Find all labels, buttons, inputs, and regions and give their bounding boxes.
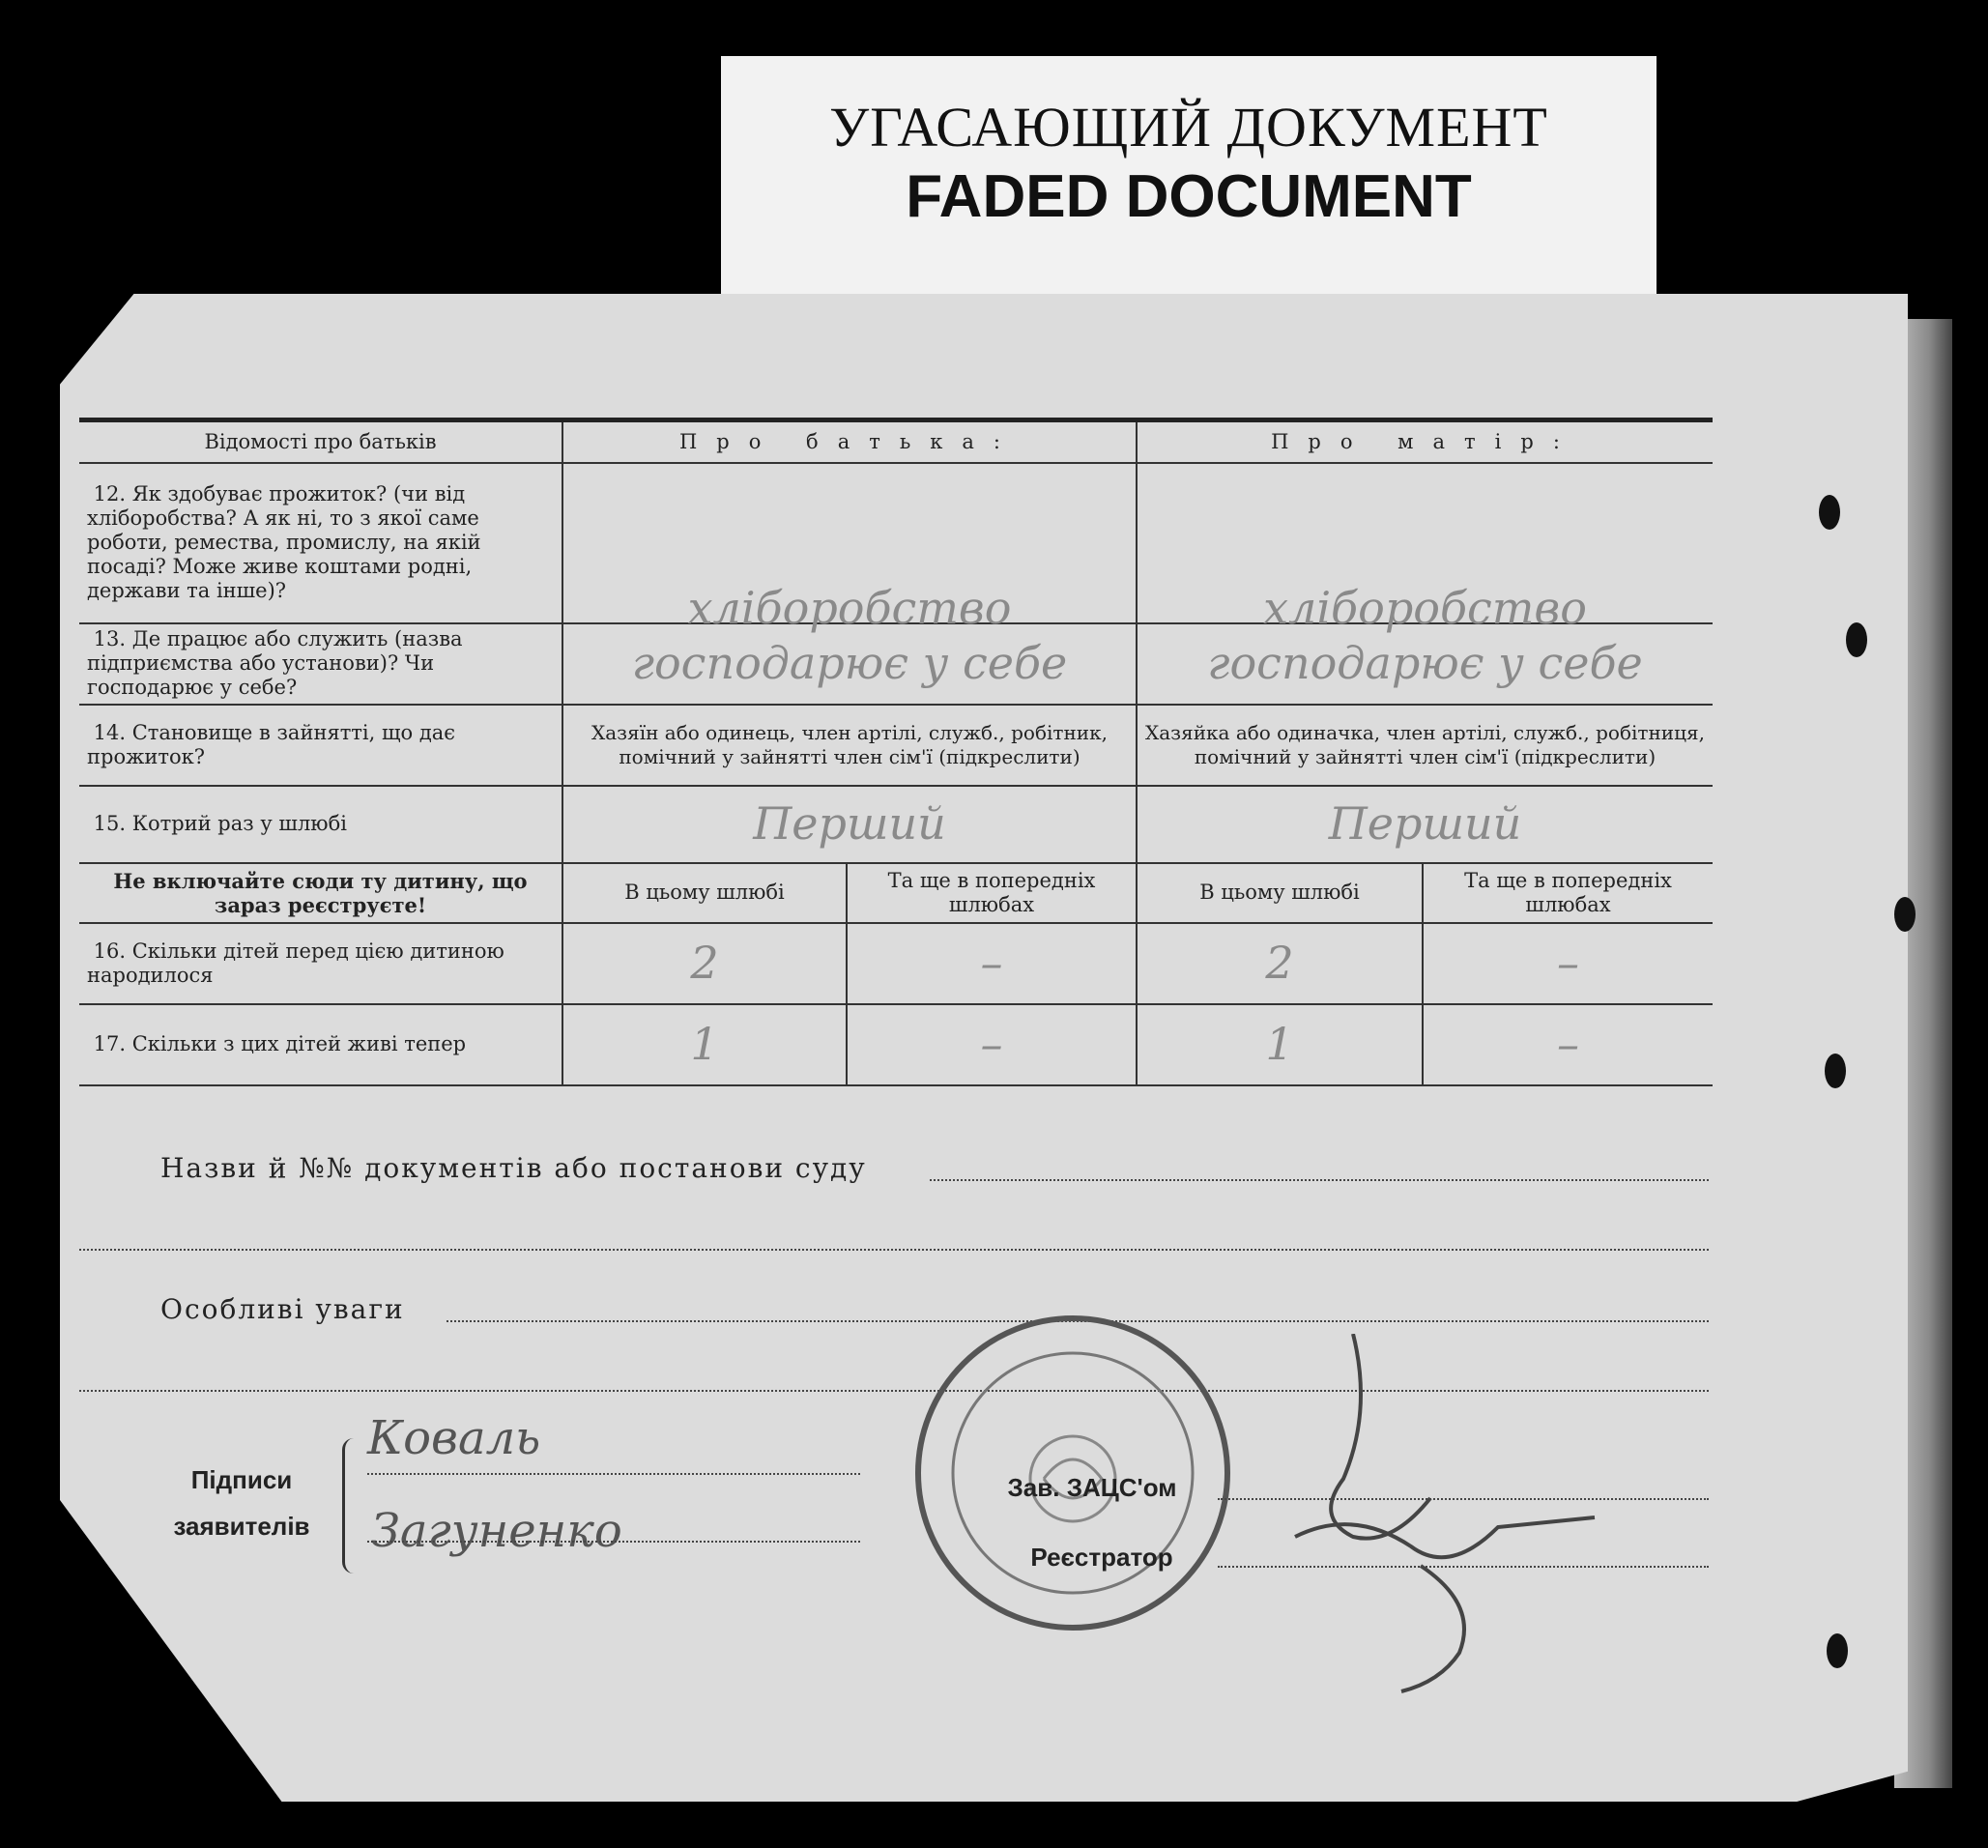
row-number: 14. xyxy=(93,720,126,744)
table-row xyxy=(79,1004,1713,1085)
registrar-label: Реєстратор xyxy=(1030,1543,1173,1572)
mother-answer: Перший xyxy=(1328,797,1522,850)
count-cell: 2 xyxy=(562,923,847,1004)
question-text: Як здобуває прожиток? (чи від хліборобства? А як ні, то з якої саме роботи, ремества, промислу, на якій посаді? Може живе коштами родні, держави та інше)? xyxy=(87,482,481,602)
mother-answer: господарює у себе xyxy=(1207,637,1643,689)
documents-label: Назви й №№ документів або постанови суду xyxy=(160,1152,867,1184)
children-note: Не включайте сюди ту дитину, що зараз реєструєте! xyxy=(79,863,562,923)
row-number: 17. xyxy=(93,1032,126,1055)
punch-hole xyxy=(1825,1054,1846,1088)
head-of-registry-label: Зав. ЗАЦС'ом xyxy=(1007,1473,1177,1502)
applicants-brace xyxy=(342,1438,359,1574)
question-text: Котрий раз у шлюбі xyxy=(131,812,347,835)
row-number: 15. xyxy=(93,812,126,835)
registrar-ink-signature xyxy=(1227,1334,1672,1701)
count-cell: – xyxy=(1557,1018,1579,1070)
mother-occupation-options: Хазяйка або одиначка, член артілі, служб., робітниця, помічний у зайнятті член сім'ї (підкреслити) xyxy=(1145,720,1705,768)
signature-dotted-line xyxy=(367,1541,860,1543)
question-text: Становище в зайнятті, що дає прожиток? xyxy=(87,720,456,768)
faded-document-label xyxy=(721,56,1657,315)
subheader-previous-marriages: Та ще в попередніх шлюбах xyxy=(1464,868,1672,916)
count-cell: – xyxy=(847,1004,1137,1085)
header-mother: Про матір: xyxy=(1271,429,1579,453)
parents-info-table xyxy=(79,418,1713,1086)
count-cell: – xyxy=(1557,937,1579,989)
table-row xyxy=(79,923,1713,1004)
punch-hole xyxy=(1894,897,1916,932)
punch-hole xyxy=(1819,495,1840,530)
documents-dotted-line xyxy=(79,1249,1709,1251)
subheader-previous-marriages: Та ще в попередніх шлюбах xyxy=(847,863,1137,923)
label-title-en: FADED DOCUMENT xyxy=(906,163,1472,230)
table-row xyxy=(79,463,1713,623)
table-row xyxy=(79,623,1713,705)
table-row xyxy=(79,786,1713,863)
father-answer: хліборобство xyxy=(562,463,1137,623)
header-father: Про батька: xyxy=(562,420,1137,463)
count-cell: 1 xyxy=(1137,1004,1423,1085)
subheader-this-marriage: В цьому шлюбі xyxy=(1137,863,1423,923)
table-row xyxy=(79,705,1713,786)
question-text: Скільки з цих дітей живі тепер xyxy=(131,1032,467,1055)
header-parents-info: Відомості про батьків xyxy=(79,420,562,463)
children-subheader-row xyxy=(79,863,1713,923)
punch-hole xyxy=(1827,1633,1848,1668)
row-number: 16. xyxy=(93,938,126,963)
row-number: 12. xyxy=(93,482,126,505)
question-text: Де працює або служить (назва підприємства або установи)? Чи господарює у себе? xyxy=(87,627,463,699)
father-answer: Перший xyxy=(562,786,1137,863)
question-text: Скільки дітей перед цією дитиною народилося xyxy=(87,938,504,987)
father-occupation-options: Хазяїн або одинець, член артілі, служб., робітник, помічний у зайнятті член сім'ї (підкреслити) xyxy=(562,705,1137,786)
remarks-label: Особливі уваги xyxy=(160,1293,405,1325)
punch-hole xyxy=(1846,622,1867,657)
count-cell: 1 xyxy=(562,1004,847,1085)
table-header-row xyxy=(79,420,1713,463)
count-cell: 2 xyxy=(1137,923,1423,1004)
subheader-this-marriage: В цьому шлюбі xyxy=(562,863,847,923)
row-number: 13. xyxy=(93,627,126,650)
applicants-label: заявителів xyxy=(173,1512,310,1541)
applicants-label: Підписи xyxy=(190,1465,293,1494)
applicant-signature: Коваль xyxy=(367,1411,541,1465)
signature-dotted-line xyxy=(367,1473,860,1475)
count-cell: – xyxy=(847,923,1137,1004)
mother-answer: хліборобство xyxy=(1263,581,1587,634)
father-answer: господарює у себе xyxy=(562,623,1137,705)
documents-dotted-line xyxy=(930,1179,1709,1181)
label-title-ru: УГАСАЮЩИЙ ДОКУМЕНТ xyxy=(829,96,1548,159)
applicant-signature: Загуненко xyxy=(371,1504,622,1558)
